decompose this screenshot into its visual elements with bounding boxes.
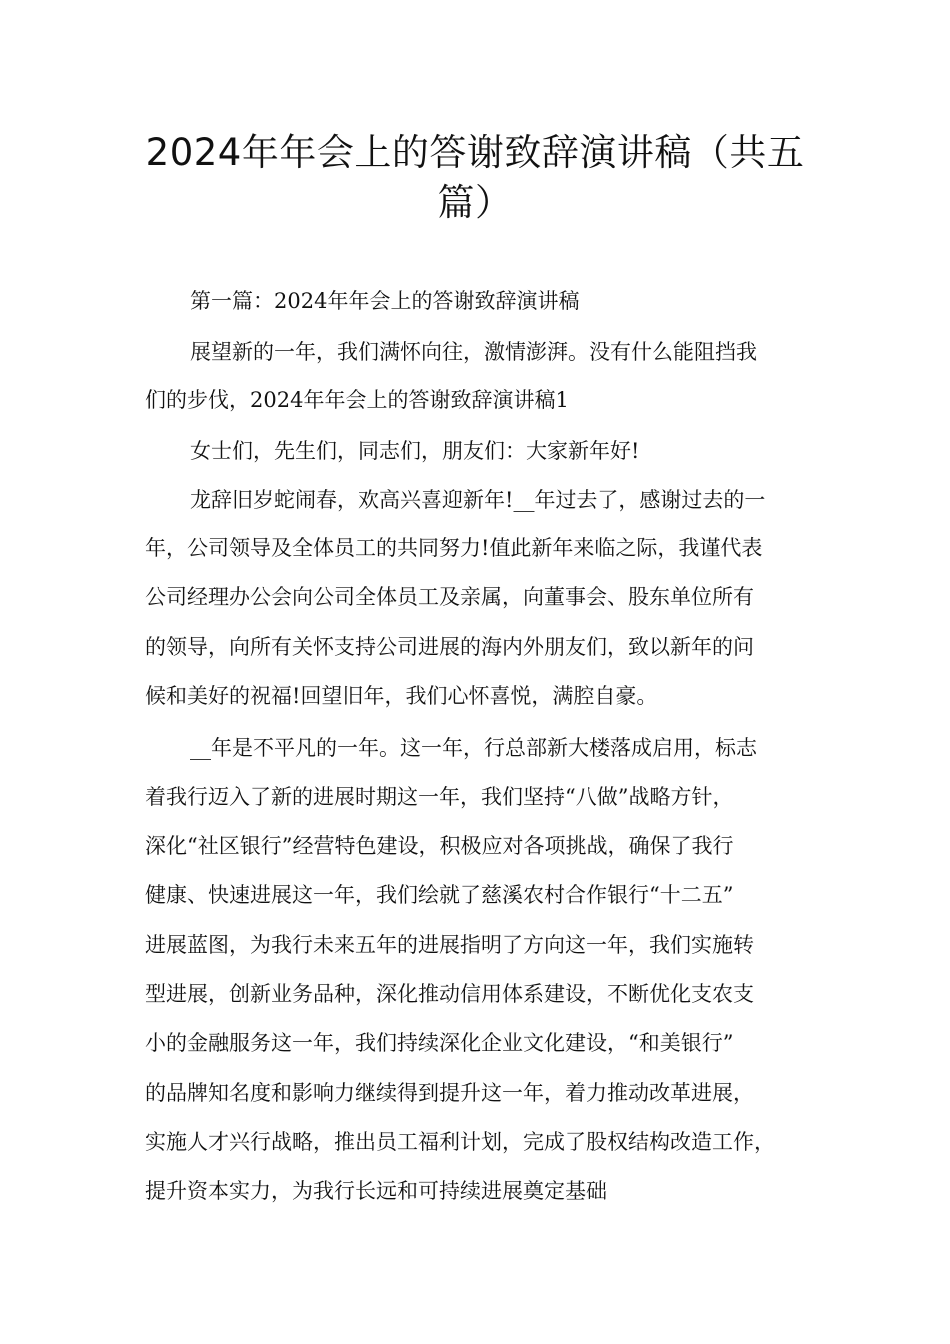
paragraph-line: __年是不平凡的一年。这一年，行总部新大楼落成启用，标志 <box>190 736 757 760</box>
paragraph-line: 健康、快速进展这一年，我们绘就了慈溪农村合作银行“十二五” <box>145 883 734 907</box>
section-heading: 第一篇：2024年年会上的答谢致辞演讲稿 <box>190 289 580 313</box>
paragraph-line: 进展蓝图，为我行未来五年的进展指明了方向这一年，我们实施转 <box>145 933 754 957</box>
paragraph-line: 小的金融服务这一年，我们持续深化企业文化建设，“和美银行” <box>145 1031 734 1055</box>
paragraph-line: 型进展，创新业务品种，深化推动信用体系建设，不断优化支农支 <box>145 982 754 1006</box>
paragraph-line: 着我行迈入了新的进展时期这一年，我们坚持“八做”战略方针， <box>145 785 734 809</box>
paragraph-line: 龙辞旧岁蛇闹春，欢高兴喜迎新年!__年过去了，感谢过去的一 <box>190 488 766 512</box>
paragraph-line: 们的步伐，2024年年会上的答谢致辞演讲稿1 <box>145 388 569 412</box>
paragraph-line: 展望新的一年，我们满怀向往，激情澎湃。没有什么能阻挡我 <box>190 340 757 364</box>
paragraph-line: 深化“社区银行”经营特色建设，积极应对各项挑战，确保了我行 <box>145 834 734 858</box>
paragraph-line: 实施人才兴行战略，推出员工福利计划，完成了股权结构改造工作， <box>145 1130 775 1154</box>
paragraph-line: 女士们，先生们，同志们，朋友们：大家新年好! <box>190 439 640 463</box>
paragraph-line: 的品牌知名度和影响力继续得到提升这一年，着力推动改革进展， <box>145 1081 754 1105</box>
document-title <box>60 128 890 228</box>
title-line-1: 2024年年会上的答谢致辞演讲稿（共五 <box>145 131 805 174</box>
paragraph-line: 的领导，向所有关怀支持公司进展的海内外朋友们，致以新年的问 <box>145 635 754 659</box>
paragraph-line: 年，公司领导及全体员工的共同努力!值此新年来临之际，我谨代表 <box>145 536 763 560</box>
paragraph-line: 候和美好的祝福!回望旧年，我们心怀喜悦，满腔自豪。 <box>145 684 658 708</box>
paragraph-line: 公司经理办公会向公司全体员工及亲属，向董事会、股东单位所有 <box>145 585 754 609</box>
title-line-2: 篇） <box>437 181 513 224</box>
paragraph-line: 提升资本实力，为我行长远和可持续进展奠定基础 <box>145 1179 607 1203</box>
